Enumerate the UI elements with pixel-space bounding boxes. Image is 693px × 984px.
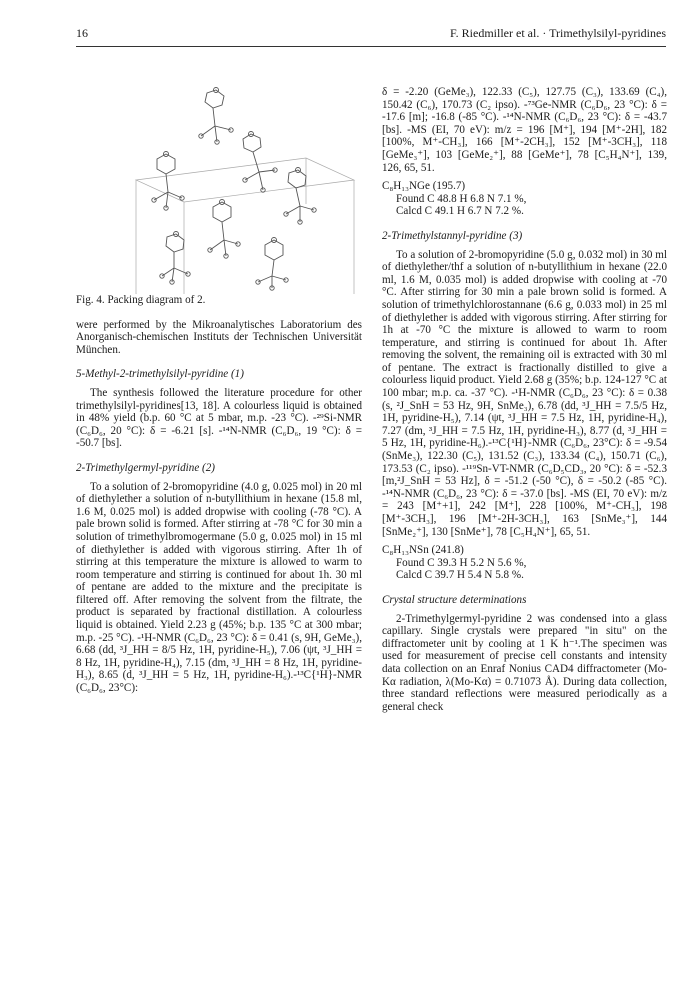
packing-diagram-svg — [76, 84, 362, 294]
formula-2: C₈H₁₃NGe (195.7) — [382, 180, 466, 193]
section-heading-1: 5-Methyl-2-trimethylsilyl-pyridine (1) — [76, 368, 244, 381]
paragraph-crystal: 2-Trimethylgermyl-pyridine 2 was condensed into a glass capillary. Single crystals were prepared "in situ" on the diffractometer unit by cooling at 1 K h⁻¹.The specimen was used for measurement of precise cell constants and intensity data collection on an Enraf Nonius CAD4 diffractometer (Mo-Kα radiation, λ(Mo-Kα) = 0.71073 Å). During data collection, three standard reflections were measured periodically as a general check — [382, 612, 667, 713]
paragraph-compound-2: To a solution of 2-bromopyridine (4.0 g, 0.025 mol) in 20 ml of diethylether a solution of n-butyllithium in hexane (15.8 ml, 1.6 M, 0.025 mol) is added dropwise with cooling (-78 °C). A pale brown solid is formed. After stirring at -78 °C for 30 min a solution of trimethylbromogermane (5.0 g, 0.025 mol) in 15 ml of diethylether is added with vigorous stirring. After 1h of stirring at this temperature the mixture is allowed to warm to room temperature and stirring is continued for about 1h. 30 ml of pentane are added to the mixture and the precipitate is filtered off. After removing the solvent from the filtrate, the product is separated by fractional distillation. A colourless liquid is obtained. Yield 2.23 g (45%; b.p. 135 °C at 300 mbar; m.p. -25 °C). -¹H-NMR (C₆D₆, 23 °C): δ = 0.41 (s, 9H, GeMe₃), 6.68 (dd, ³J_HH = 8/5 Hz, 1H, pyridine-H₅), 7.06 (ψt, ³J_HH = 8 Hz, 1H, pyridine-H₄), 7.15 (dm, ³J_HH = 8 Hz, 1H, pyridine-H₃), 8.65 (d, ³J_HH = 5 Hz, 1H, pyridine-H₆).-¹³C{¹H}-NMR (C₆D₆, 23°C): — [76, 480, 362, 695]
running-header — [76, 26, 666, 44]
paragraph-compound-1: The synthesis followed the literature procedure for other trimethylsilyl-pyridines[13, 18]. A colourless liquid is obtained in 48% yield (b.p. 60 °C at 5 mbar, m.p. -23 °C). -²⁹Si-NMR (C₆D₆, 20 °C): δ = -6.21 [s]. -¹⁴N-NMR (C₆D₆, 19 °C): δ = -50.7 [bs]. — [76, 386, 362, 450]
section-heading-2: 2-Trimethylgermyl-pyridine (2) — [76, 461, 215, 474]
found-2: Found C 48.8 H 6.8 N 7.1 %, — [396, 192, 527, 205]
intro-paragraph: were performed by the Mikroanalytisches Laboratorium des Anorganisch-chemischen Instituts der Technischen Universität München. — [76, 318, 362, 356]
left-column — [76, 86, 362, 695]
calcd-2: Calcd C 49.1 H 6.7 N 7.2 %. — [396, 205, 524, 218]
unit-cell-box — [136, 158, 354, 294]
right-column — [382, 86, 667, 713]
formula-3: C₈H₁₃NSn (241.8) — [382, 544, 464, 557]
paragraph-compound-3: To a solution of 2-bromopyridine (5.0 g, 0.032 mol) in 30 ml of diethylether/thf a solution of n-butyllithium in hexane (22.0 ml, 1.6 M, 0.035 mol) is added dropwise with cooling at -70 °C. After stirring for 30 min a pale brown solid is formed. A solution of trimethylchlorostannane (6.6 g, 0.033 mol) in 25 ml of diethylether is added with vigorous stirring. After stirring for 1h at -70 °C the mixture is allowed to warm to room temperature, and stirring is continued for about 1h. After removing the solvent, the remaining oil is extracted with 30 ml of pentane. The extract is fractionally distilled to give a colourless liquid product. Yield 2.68 g (35%; b.p. 124-127 °C at 100 mbar; m.p. ca. -37 °C). -¹H-NMR (C₆D₆, 23 °C): δ = 0.38 (s, ²J_SnH = 53 Hz, 9H, SnMe₃), 6.78 (dd, ³J_HH = 7.5/5 Hz, 1H, pyridine-H₅), 7.14 (ψt, ³J_HH = 7.5 Hz, 1H, pyridine-H₄), 7.27 (dm, ³J_HH = 7.5 Hz, 1H, pyridine-H₃), 8.77 (d, ³J_HH = 5 Hz, 1H, pyridine-H₆).-¹³C{¹H}-NMR (C₆D₆, 23°C): δ = -9.54 (SnMe₃), 122.30 (C₅), 131.52 (C₃), 133.34 (C₄), 150.71 (C₆), 173.53 (C₂ ipso). -¹¹⁹Sn-VT-NMR (C₆D₅CD₃, 20 °C): δ = -52.3 [m,²J_SnH = 53 Hz], δ = -51.2 (-50 °C), δ = -50.2 (-85 °C). -¹⁴N-NMR (C₆D₆, 23 °C): δ = -37.0 [bs]. -MS (EI, 70 eV): m/z = 243 [M⁺+1], 242 [M⁺], 228 [100%, M⁺-CH₃], 198 [M⁺-3CH₃], 196 [M⁺-2H-3CH₃], 163 [SnMe₃⁺], 144 [SnMe₂⁺], 130 [SnMe⁺], 78 [C₅H₄N⁺], 65, 51. — [382, 248, 667, 538]
analysis-3 — [382, 557, 667, 582]
figure-caption: Fig. 4. Packing diagram of 2. — [76, 294, 206, 306]
packing-diagram-figure — [76, 84, 362, 294]
analysis-2 — [382, 193, 667, 218]
header-rule — [76, 46, 666, 47]
page-number: 16 — [76, 26, 88, 40]
section-heading-4: Crystal structure determinations — [382, 593, 527, 606]
molecules — [152, 88, 316, 291]
paragraph-compound-2-cont: δ = -2.20 (GeMe₃), 122.33 (C₅), 127.75 (C₃), 133.69 (C₄), 150.42 (C₆), 170.73 (C₂ ipso). -⁷³Ge-NMR (C₆D₆, 23 °C): δ = -17.6 [m]; -16.8 (-85 °C). -¹⁴N-NMR (C₆D₆, 23 °C): δ = -43.7 [bs]. -MS (EI, 70 eV): m/z = 196 [M⁺], 194 [M⁺-2H], 182 [100%, M⁺-CH₃], 166 [M⁺-2CH₃], 152 [M⁺-3CH₃], 118 [GeMe₃⁺], 103 [GeMe₂⁺], 88 [GeMe⁺], 78 [C₅H₄N⁺], 139, 126, 65, 51. — [382, 86, 667, 174]
found-3: Found C 39.3 H 5.2 N 5.6 %, — [396, 556, 527, 569]
section-heading-3: 2-Trimethylstannyl-pyridine (3) — [382, 229, 523, 242]
calcd-3: Calcd C 39.7 H 5.4 N 5.8 %. — [396, 569, 524, 582]
running-title: F. Riedmiller et al. · Trimethylsilyl-pyridines — [449, 26, 666, 40]
